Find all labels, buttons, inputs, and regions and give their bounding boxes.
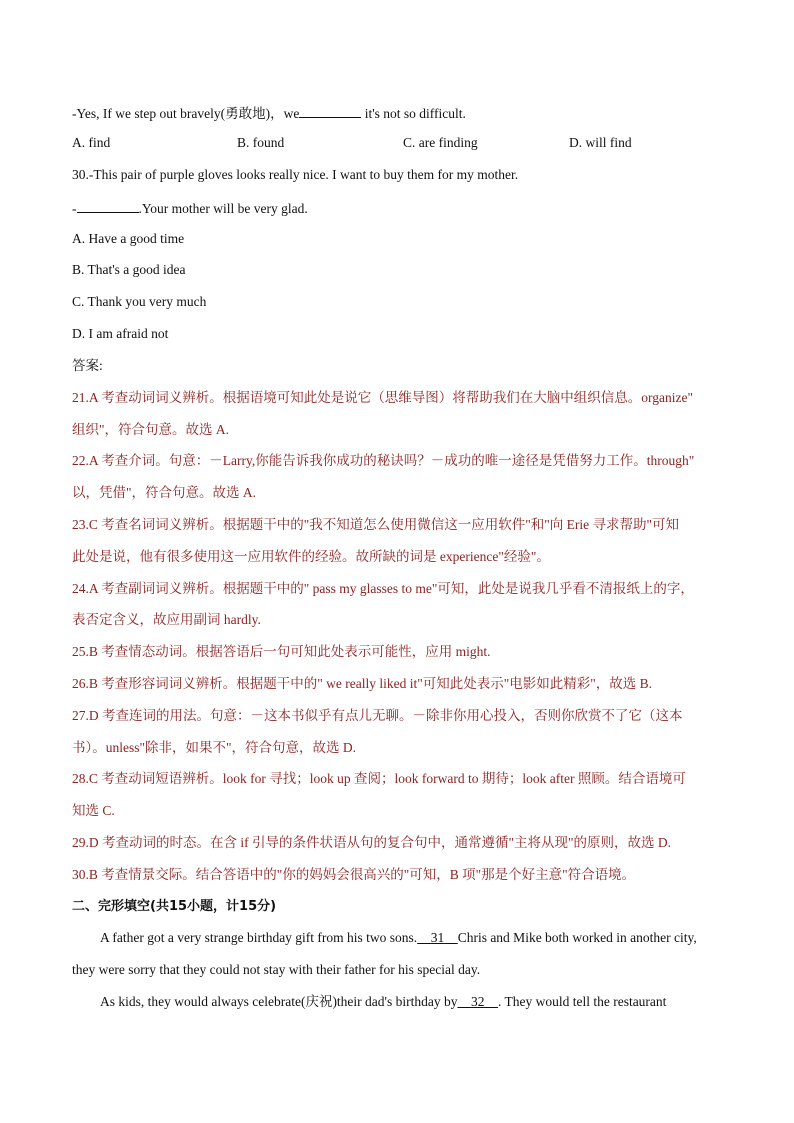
q30-reply: - .Your mother will be very glad. [72,198,308,218]
answer-blank [77,198,139,213]
blank-number: 32 [470,994,485,1009]
paragraph-line: they were sorry that they could not stay with their father for his special day. [72,962,481,977]
answer-line: 21.A 考查动词词义辨析。根据语境可知此处是说它（思维导图）将帮助我们在大脑中组织信息。organize" [72,390,693,405]
option-d: D. will find [569,135,632,150]
paragraph-line: A father got a very strange birthday gift from his two sons. 31 Chris and Mike both worked in another city, [100,930,697,945]
answer-line: 表否定含义，故应用副词 hardly. [72,612,261,627]
answer-line: 25.B 考查情态动词。根据答语后一句可知此处表示可能性，应用 might. [72,644,491,659]
q30-option-a: A. Have a good time [72,231,185,246]
answer-line: 以，凭借"，符合句意。故选 A. [72,485,257,500]
q30-stem: 30.-This pair of purple gloves looks really nice. I want to buy them for my mother. [72,167,519,182]
section-heading: 二、完形填空(共15小题，计15分) [72,899,277,914]
q30-option-b: B. That's a good idea [72,262,186,277]
answer-blank [299,103,361,118]
option-a: A. find [72,135,111,150]
answer-line: 24.A 考查副词词义辨析。根据题干中的" pass my glasses to me"可知，此处是说我几乎看不清报纸上的字， [72,581,694,596]
q29-stem: -Yes, If we step out bravely(勇敢地)，we it's not so difficult. [72,103,466,123]
answer-line: 此处是说，他有很多使用这一应用软件的经验。故所缺的词是 experience"经验"。 [72,549,550,564]
answer-line: 组织"，符合句意。故选 A. [72,422,230,437]
answer-line: 23.C 考查名词词义辨析。根据题干中的"我不知道怎么使用微信这一应用软件"和"向 Erie 寻求帮助"可知 [72,517,680,532]
option-c: C. are finding [403,135,478,150]
answer-line: 27.D 考查连词的用法。句意：－这本书似乎有点儿无聊。－除非你用心投入，否则你欣赏不了它（这本 [72,708,683,723]
answer-line: 知选 C. [72,803,115,818]
answer-line: 22.A 考查介词。句意：－Larry,你能告诉我你成功的秘诀吗？－成功的唯一途径是凭借努力工作。through" [72,453,695,468]
blank-number: 31 [430,930,445,945]
q30-option-d: D. I am afraid not [72,326,169,341]
q30-option-c: C. Thank you very much [72,294,207,309]
paragraph-line: As kids, they would always celebrate(庆祝)their dad's birthday by 32 . They would tell the restaurant [100,994,667,1009]
answer-line: 30.B 考查情景交际。结合答语中的"你的妈妈会很高兴的"可知，B 项"那是个好主意"符合语境。 [72,867,636,882]
answer-line: 书）。unless"除非，如果不"，符合句意，故选 D. [72,740,357,755]
answer-line: 26.B 考查形容词词义辨析。根据题干中的" we really liked it"可知此处表示"电影如此精彩"，故选 B. [72,676,653,691]
answer-line: 28.C 考查动词短语辨析。look for 寻找；look up 查阅；look forward to 期待；look after 照顾。结合语境可 [72,771,686,786]
answer-line: 29.D 考查动词的时态。在含 if 引导的条件状语从句的复合句中，通常遵循"主将从现"的原则，故选 D. [72,835,672,850]
answers-label: 答案: [72,358,103,373]
option-b: B. found [237,135,285,150]
